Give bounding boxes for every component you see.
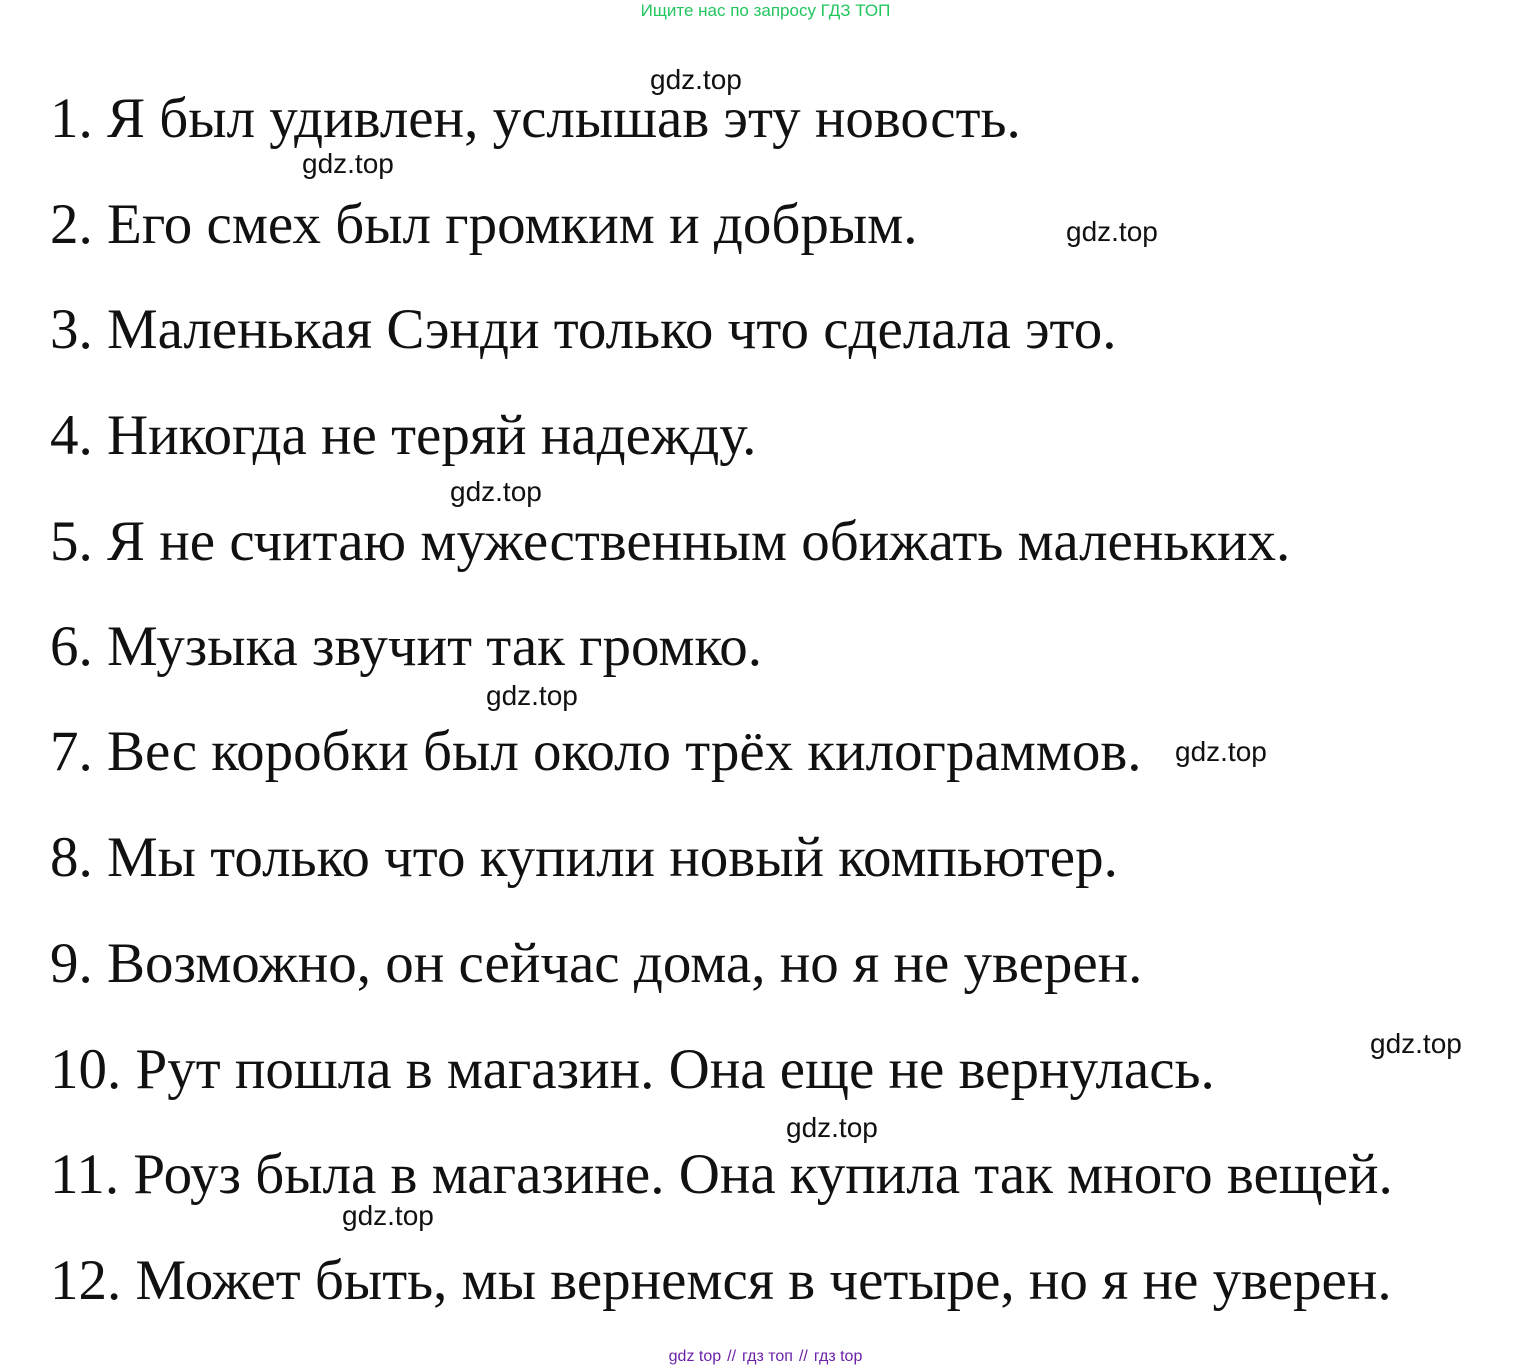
footer-link[interactable]: гдз top: [813, 1348, 863, 1365]
footer-link[interactable]: гдз топ: [742, 1348, 793, 1365]
watermark: gdz.top: [342, 1200, 434, 1231]
watermark: gdz.top: [450, 476, 542, 507]
top-search-link[interactable]: Ищите нас по запросу ГДЗ ТОП: [640, 1, 891, 20]
sentence-11: 11. Роуз была в магазине. Она купила так много вещей.: [50, 1143, 1393, 1206]
sentence-10: 10. Рут пошла в магазин. Она еще не вернулась.: [50, 1038, 1215, 1101]
sentence-1: 1. Я был удивлен, услышав эту новость.: [50, 87, 1021, 150]
sentence-7: 7. Вес коробки был около трёх килограммов.: [50, 720, 1142, 783]
sentence-9: 9. Возможно, он сейчас дома, но я не уверен.: [50, 932, 1143, 995]
watermark: gdz.top: [302, 148, 394, 179]
footer-links: [0, 1348, 1531, 1366]
sentence-5: 5. Я не считаю мужественным обижать маленьких.: [50, 510, 1291, 573]
sentence-3: 3. Маленькая Сэнди только что сделала это.: [50, 298, 1117, 361]
watermark: gdz.top: [486, 680, 578, 711]
sentence-6: 6. Музыка звучит так громко.: [50, 615, 763, 678]
watermark: gdz.top: [1175, 736, 1267, 767]
footer-separator: //: [727, 1348, 737, 1365]
watermark: gdz.top: [1370, 1028, 1462, 1059]
footer-link[interactable]: gdz top: [668, 1348, 722, 1365]
watermark: gdz.top: [786, 1112, 878, 1143]
sentence-8: 8. Мы только что купили новый компьютер.: [50, 826, 1118, 889]
watermark: gdz.top: [650, 64, 742, 95]
sentence-2: 2. Его смех был громким и добрым.: [50, 193, 918, 256]
sentence-12: 12. Может быть, мы вернемся в четыре, но я не уверен.: [50, 1249, 1392, 1312]
footer-separator: //: [798, 1348, 808, 1365]
watermark: gdz.top: [1066, 216, 1158, 247]
sentence-4: 4. Никогда не теряй надежду.: [50, 404, 757, 467]
